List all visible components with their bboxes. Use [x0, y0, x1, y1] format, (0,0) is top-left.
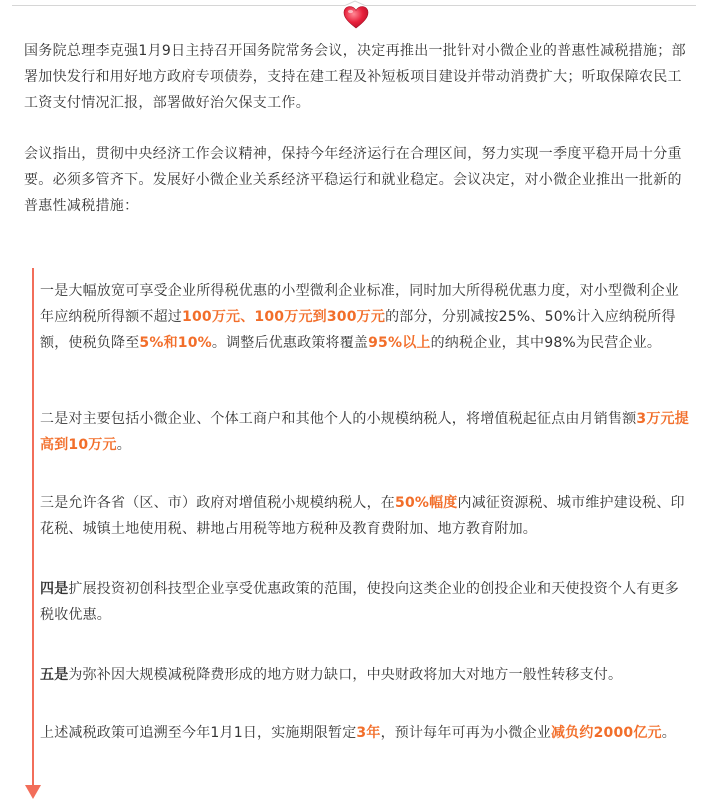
measure-1-text-d: 的纳税企业，其中98%为民营企业。	[430, 335, 662, 351]
measure-1-highlight-a: 100万元、100万元到300万元	[182, 309, 386, 325]
measure-item-4	[40, 576, 692, 628]
measure-4-text-a: 扩展投资初创科技型企业享受优惠政策的范围，使投向这类企业的创投企业和天使投资个人有更多税收优惠。	[40, 581, 680, 623]
measure-1-text-a: 一是大幅放宽可享受企业所得税优惠的小型微利企业标准，同时加大所得税优惠力度，对小型微利企业年应纳税所得额不超过	[40, 283, 679, 325]
measure-5-lead: 五是	[40, 667, 69, 683]
measure-2-text-b: 。	[116, 437, 131, 453]
timeline-line	[32, 268, 34, 788]
measure-5-text-a: 为弥补因大规模减税降费形成的地方财力缺口，中央财政将加大对地方一般性转移支付。	[68, 667, 623, 683]
measure-2-highlight-a: 3万元提高到10万元	[40, 411, 689, 453]
measure-6-text-c: 。	[661, 725, 676, 741]
measure-6-text-a: 上述减税政策可追溯至今年1月1日，实施期限暂定	[40, 725, 357, 741]
measure-1-text-b: 的部分，分别减按25%、50%计入应纳税所得额，使税负降至	[40, 309, 676, 351]
measure-1-highlight-b: 5%和10%	[139, 335, 212, 351]
measure-item-2	[40, 406, 692, 458]
measure-6-highlight-b: 减负约2000亿元	[550, 725, 662, 741]
measure-item-6	[40, 720, 692, 746]
measure-6-highlight-a: 3年	[356, 725, 381, 741]
measure-item-1	[40, 278, 692, 356]
intro-paragraph-2: 会议指出，贯彻中央经济工作会议精神，保持今年经济运行在合理区间，努力实现一季度平稳开局十分重要。必须多管齐下。发展好小微企业关系经济平稳运行和就业稳定。会议决定，对小微企业推出一批新的普惠性减税措施：	[24, 146, 682, 214]
measure-1-text-c: 。调整后优惠政策将覆盖	[211, 335, 369, 351]
intro-section	[24, 38, 688, 244]
measure-6-text-b: ，预计每年可再为小微企业	[380, 725, 551, 741]
measure-2-text-a: 二是对主要包括小微企业、个体工商户和其他个人的小规模纳税人，将增值税起征点由月销售额	[40, 411, 637, 427]
measure-4-lead: 四是	[40, 581, 69, 597]
heart-icon	[342, 4, 370, 30]
top-divider	[12, 0, 696, 34]
measure-3-text-b: 内减征资源税、城市维护建设税、印花税、城镇土地使用税、耕地占用税等地方税种及教育费附加、地方教育附加。	[40, 495, 685, 537]
arrow-down-icon	[25, 784, 41, 798]
measure-item-5	[40, 662, 692, 688]
measure-1-highlight-c: 95%以上	[368, 335, 431, 351]
measure-item-3	[40, 490, 692, 542]
intro-paragraph-1: 国务院总理李克强1月9日主持召开国务院常务会议，决定再推出一批针对小微企业的普惠性减税措施；部署加快发行和用好地方政府专项债券，支持在建工程及补短板项目建设并带动消费扩大；听取保障农民工工资支付情况汇报，部署做好治欠保支工作。	[24, 43, 686, 111]
measure-3-text-a: 三是允许各省（区、市）政府对增值税小规模纳税人，在	[40, 495, 395, 511]
measure-3-highlight-a: 50%幅度	[395, 495, 458, 511]
